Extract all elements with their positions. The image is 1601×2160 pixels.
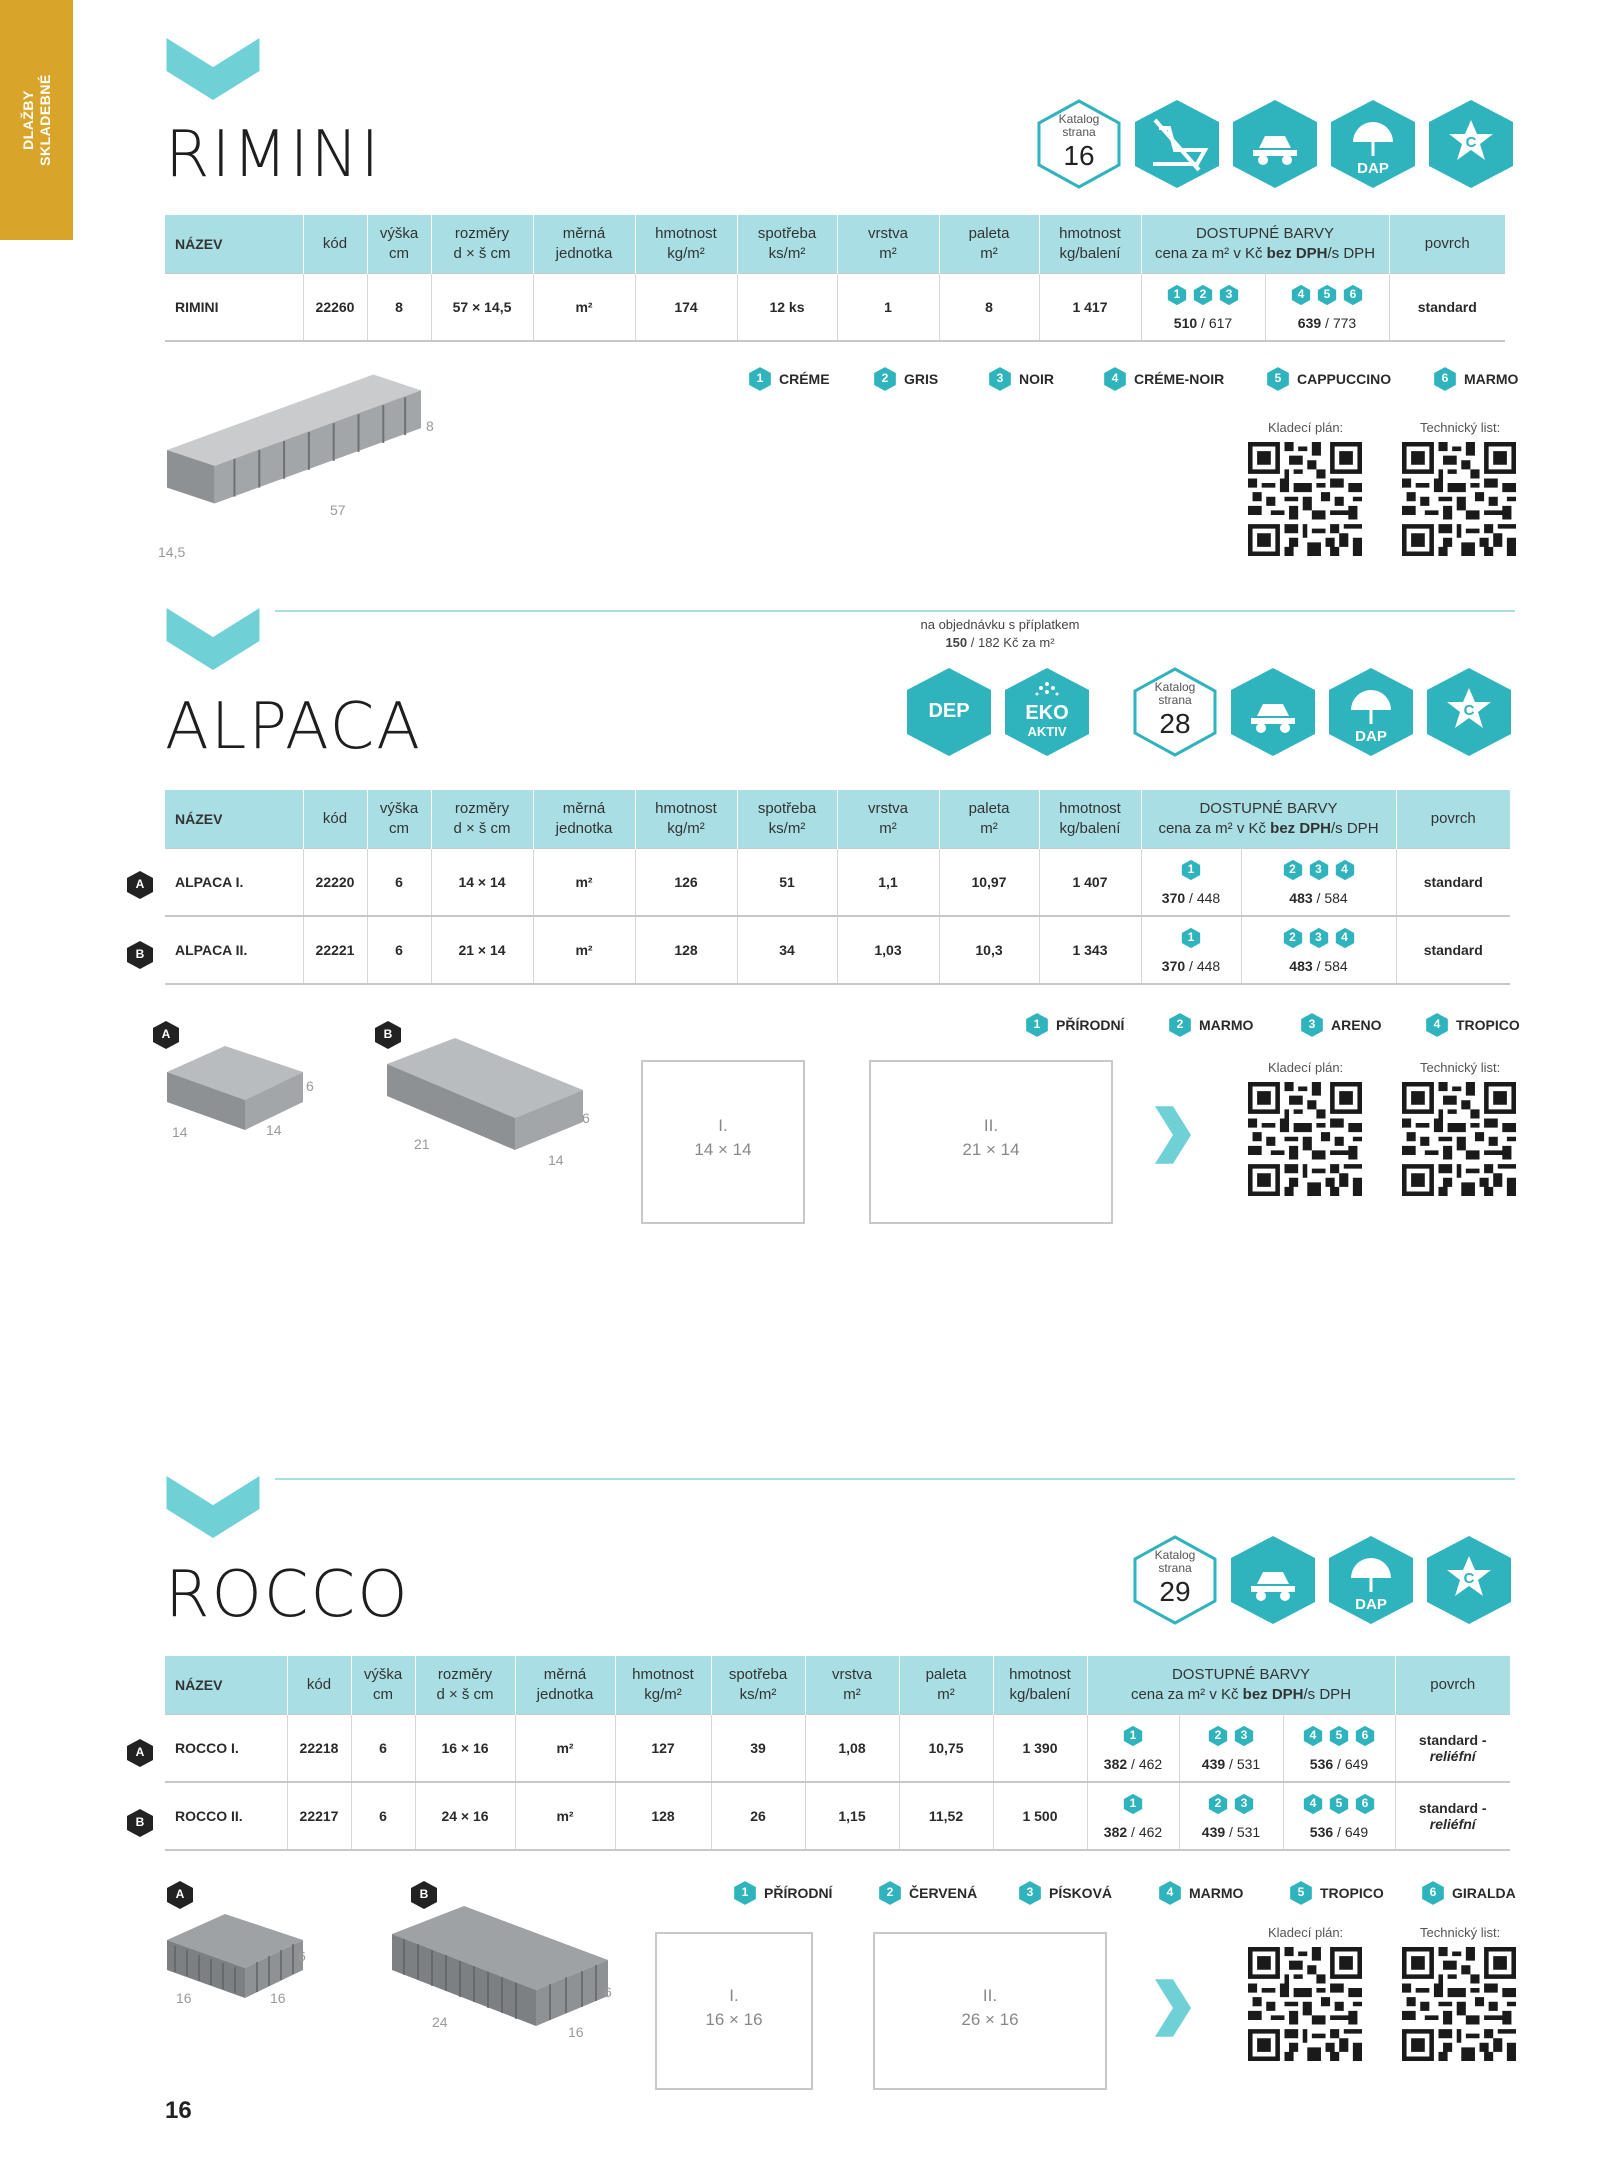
rimini-icon-row (1035, 98, 1525, 190)
color-number-badge: 4 (1290, 284, 1312, 306)
color-group-1: 1 2 3 510 / 617 (1141, 274, 1265, 342)
color-number-badge: 6 (1354, 1793, 1376, 1815)
color-legend-label: NOIR (1019, 371, 1054, 387)
product-title-rimini: RIMINI (165, 118, 382, 192)
side-tab-line1: DLAŽBY (19, 90, 36, 150)
color-number-badge: 4 (1424, 1012, 1450, 1038)
color-legend-label: CRÉME-NOIR (1134, 371, 1225, 387)
laying-plan-2: II. 21 × 14 (869, 1060, 1113, 1224)
col-layer: vrstva m² (837, 215, 939, 274)
qr-label-laying: Kladecí plán: (1268, 1925, 1344, 1940)
page-number: 16 (165, 2097, 192, 2124)
color-number-badge: 1 (732, 1880, 758, 1906)
color-number-badge: 3 (1233, 1725, 1255, 1747)
laying-plan-1: I. 16 × 16 (655, 1932, 813, 2090)
eko-aktiv-icon: EKO AKTIV (1003, 666, 1091, 758)
table-row: ALPACA I. 22220 6 14 × 14 m² 126 51 1,1 10,97 1 407 1 370 / 448 2 3 4 483 / 584 standard (165, 849, 1510, 917)
color-number-badge: 2 (1207, 1793, 1229, 1815)
color-legend-item (745, 366, 830, 394)
col-height: výška cm (367, 215, 431, 274)
color-number-badge: 1 (1180, 859, 1202, 881)
chevron-down-icon (165, 38, 261, 100)
rimini-dim-width: 14,5 (158, 544, 186, 560)
color-legend-label: TROPICO (1456, 1017, 1520, 1033)
side-tab-line2: SKLADEBNÉ (36, 74, 53, 166)
color-number-badge: 1 (1122, 1793, 1144, 1815)
color-number-badge: 5 (1288, 1880, 1314, 1906)
col-unit: měrná jednotka (533, 215, 635, 274)
product-title-rocco: ROCCO (165, 1558, 410, 1632)
color-number-badge: 2 (872, 366, 898, 392)
col-colors: DOSTUPNÉ BARVY cena za m² v Kč bez DPH/s DPH (1141, 215, 1389, 274)
color-number-badge: 3 (1308, 927, 1330, 949)
dep-icon: DEP (905, 666, 993, 758)
color-number-badge: 1 (1122, 1725, 1144, 1747)
chevron-down-icon (165, 1476, 261, 1538)
qr-code-laying-plan[interactable] (1248, 442, 1362, 556)
color-number-badge: 2 (1282, 927, 1304, 949)
rimini-dim-length: 57 (330, 502, 346, 518)
chevron-right-icon (1155, 1105, 1191, 1165)
rimini-dim-height: 8 (426, 418, 434, 434)
row-marker-a: A (126, 870, 154, 900)
col-weight-pack: hmotnost kg/balení (1039, 215, 1141, 274)
color-number-badge: 2 (1282, 859, 1304, 881)
color-number-badge: 4 (1302, 1793, 1324, 1815)
color-number-badge: 1 (1024, 1012, 1050, 1038)
color-number-badge: 6 (1432, 366, 1458, 392)
color-number-badge: 3 (1233, 1793, 1255, 1815)
color-legend-item (1155, 1880, 1243, 1908)
brick-marker-b: B (374, 1020, 402, 1050)
color-number-badge: 2 (1207, 1725, 1229, 1747)
rocco-color-legend (0, 1880, 1601, 1908)
color-legend-label: PŘÍRODNÍ (764, 1885, 833, 1901)
table-row: ROCCO I. 22218 6 16 × 16 m² 127 39 1,08 10,75 1 390 1 382 / 462 2 3 439 / 531 4 5 6 536 / 649 standard - reliéfní (165, 1715, 1510, 1783)
color-legend-label: TROPICO (1320, 1885, 1384, 1901)
color-number-badge: 3 (1218, 284, 1240, 306)
color-number-badge: 3 (987, 366, 1013, 392)
color-legend-label: MARMO (1189, 1885, 1244, 1901)
color-number-badge: 6 (1354, 1725, 1376, 1747)
color-legend-item (1015, 1880, 1112, 1908)
rocco-brick-b-image (390, 1904, 610, 2034)
rocco-icon-row (1131, 1534, 1525, 1626)
color-number-badge: 6 (1420, 1880, 1446, 1906)
dap-umbrella-icon: DAP (1327, 666, 1415, 758)
qr-code-laying-plan[interactable] (1248, 1082, 1362, 1196)
qr-label-laying: Kladecí plán: (1268, 1060, 1344, 1075)
row-marker-b: B (126, 1808, 154, 1838)
color-number-badge: 6 (1342, 284, 1364, 306)
row-marker-a: A (126, 1738, 154, 1768)
color-number-badge: 3 (1299, 1012, 1325, 1038)
color-legend-item (1100, 366, 1224, 394)
col-dims: rozměry d × š cm (431, 215, 533, 274)
color-legend-item (985, 366, 1054, 394)
qr-label-tech: Technický list: (1420, 1060, 1501, 1075)
alpaca-color-legend (0, 1012, 1601, 1040)
rocco-spec-table (165, 1656, 1510, 1851)
color-legend-label: ČERVENÁ (909, 1885, 978, 1901)
color-number-badge: 4 (1157, 1880, 1183, 1906)
color-number-badge: 5 (1328, 1725, 1350, 1747)
color-legend-label: GIRALDA (1452, 1885, 1516, 1901)
color-number-badge: 4 (1302, 1725, 1324, 1747)
qr-label-laying: Kladecí plán: (1268, 420, 1344, 435)
surcharge-note: na objednávku s příplatkem 150 / 182 Kč za m² (920, 617, 1080, 650)
color-legend-item (1165, 1012, 1253, 1040)
dap-umbrella-icon: DAP (1327, 1534, 1415, 1626)
table-row: ALPACA II. 22221 6 21 × 14 m² 128 34 1,03 10,3 1 343 1 370 / 448 2 3 4 483 / 584 standard (165, 916, 1510, 984)
color-legend-item (1022, 1012, 1124, 1040)
qr-code-tech-sheet[interactable] (1402, 1947, 1516, 2061)
table-row: RIMINI 22260 8 57 × 14,5 m² 174 12 ks 1 8 1 417 1 2 3 510 / 617 4 5 6 639 / 773 standard (165, 274, 1505, 342)
color-legend-label: CAPPUCCINO (1297, 371, 1392, 387)
color-legend-label: GRIS (904, 371, 939, 387)
chevron-right-icon (1155, 1978, 1191, 2038)
laying-plan-1: I. 14 × 14 (641, 1060, 805, 1224)
table-header-row: NÁZEV kód výška cm rozměry d × š cm měrná jednotka hmotnost kg/m² spotřeba ks/m² vrstva m² paleta m² hmotnost kg/balení DOSTUPNÉ BARVY cena za m² v Kč bez DPH/s DPH povrch (165, 790, 1510, 849)
color-legend-item (875, 1880, 977, 1908)
no-mechanical-laying-icon (1133, 98, 1221, 190)
color-number-badge: 4 (1334, 927, 1356, 949)
qr-code-tech-sheet[interactable] (1402, 442, 1516, 556)
dap-umbrella-icon: DAP (1329, 98, 1417, 190)
section-divider (275, 1478, 1515, 1480)
color-legend-label: PŘÍRODNÍ (1056, 1017, 1125, 1033)
c-certification-icon: C (1427, 98, 1515, 190)
color-legend-item (1422, 1012, 1520, 1040)
table-header-row (165, 215, 1505, 274)
car-load-icon (1229, 1534, 1317, 1626)
color-legend-label: MARMO (1464, 371, 1519, 387)
table-header-row: NÁZEV kód výška cm rozměry d × š cm měrná jednotka hmotnost kg/m² spotřeba ks/m² vrstva m² paleta m² hmotnost kg/balení DOSTUPNÉ BARVY cena za m² v Kč bez DPH/s DPH povrch (165, 1656, 1510, 1715)
laying-plan-2: II. 26 × 16 (873, 1932, 1107, 2090)
alpaca-spec-table (165, 790, 1510, 985)
color-group-2: 4 5 6 639 / 773 (1265, 274, 1389, 342)
rimini-spec-table (165, 215, 1505, 342)
color-legend-item (870, 366, 938, 394)
chevron-down-icon (165, 608, 261, 670)
col-weight: hmotnost kg/m² (635, 215, 737, 274)
qr-label-tech: Technický list: (1420, 1925, 1501, 1940)
katalog-page-badge[interactable]: Katalog strana 16 (1035, 98, 1123, 190)
alpaca-brick-a-image (165, 1044, 305, 1134)
color-number-badge: 5 (1316, 284, 1338, 306)
color-legend-item (1263, 366, 1391, 394)
c-certification-icon: C (1425, 666, 1513, 758)
color-legend-item (1430, 366, 1518, 394)
section-divider (275, 610, 1515, 612)
color-number-badge: 3 (1017, 1880, 1043, 1906)
katalog-page-badge[interactable]: Katalog strana 29 (1131, 1534, 1219, 1626)
color-number-badge: 5 (1265, 366, 1291, 392)
color-number-badge: 3 (1308, 859, 1330, 881)
brick-marker-a: A (152, 1020, 180, 1050)
color-number-badge: 4 (1102, 366, 1128, 392)
c-certification-icon: C (1425, 1534, 1513, 1626)
qr-code-tech-sheet[interactable] (1402, 1082, 1516, 1196)
col-surface: povrch (1389, 215, 1505, 274)
col-code: kód (303, 215, 367, 274)
color-number-badge: 1 (1166, 284, 1188, 306)
rocco-brick-a-image (165, 1912, 305, 2002)
color-legend-label: ARENO (1331, 1017, 1382, 1033)
color-legend-item (1418, 1880, 1516, 1908)
qr-label-tech: Technický list: (1420, 420, 1501, 435)
row-marker-b: B (126, 940, 154, 970)
color-number-badge: 4 (1334, 859, 1356, 881)
color-legend-label: PÍSKOVÁ (1049, 1885, 1113, 1901)
color-number-badge: 1 (1180, 927, 1202, 949)
color-legend-label: MARMO (1199, 1017, 1254, 1033)
car-load-icon (1229, 666, 1317, 758)
alpaca-icon-row (905, 666, 1525, 758)
color-number-badge: 1 (747, 366, 773, 392)
katalog-page-badge[interactable]: Katalog strana 28 (1131, 666, 1219, 758)
product-title-alpaca: ALPACA (165, 690, 423, 764)
car-load-icon (1231, 98, 1319, 190)
color-number-badge: 2 (1167, 1012, 1193, 1038)
col-name: NÁZEV (165, 215, 303, 274)
color-number-badge: 5 (1328, 1793, 1350, 1815)
color-legend-item (1297, 1012, 1382, 1040)
rimini-brick-image (165, 372, 423, 512)
table-row: ROCCO II. 22217 6 24 × 16 m² 128 26 1,15 11,52 1 500 1 382 / 462 2 3 439 / 531 4 5 6 536 / 649 standard - reliéfní (165, 1782, 1510, 1850)
category-side-tab (0, 0, 73, 240)
color-legend-item (730, 1880, 832, 1908)
color-legend-item (1286, 1880, 1384, 1908)
color-number-badge: 2 (877, 1880, 903, 1906)
color-legend-label: CRÉME (779, 371, 830, 387)
qr-code-laying-plan[interactable] (1248, 1947, 1362, 2061)
col-usage: spotřeba ks/m² (737, 215, 837, 274)
col-pallet: paleta m² (939, 215, 1039, 274)
color-number-badge: 2 (1192, 284, 1214, 306)
brick-marker-a: A (166, 1880, 194, 1910)
brick-marker-b: B (410, 1880, 438, 1910)
